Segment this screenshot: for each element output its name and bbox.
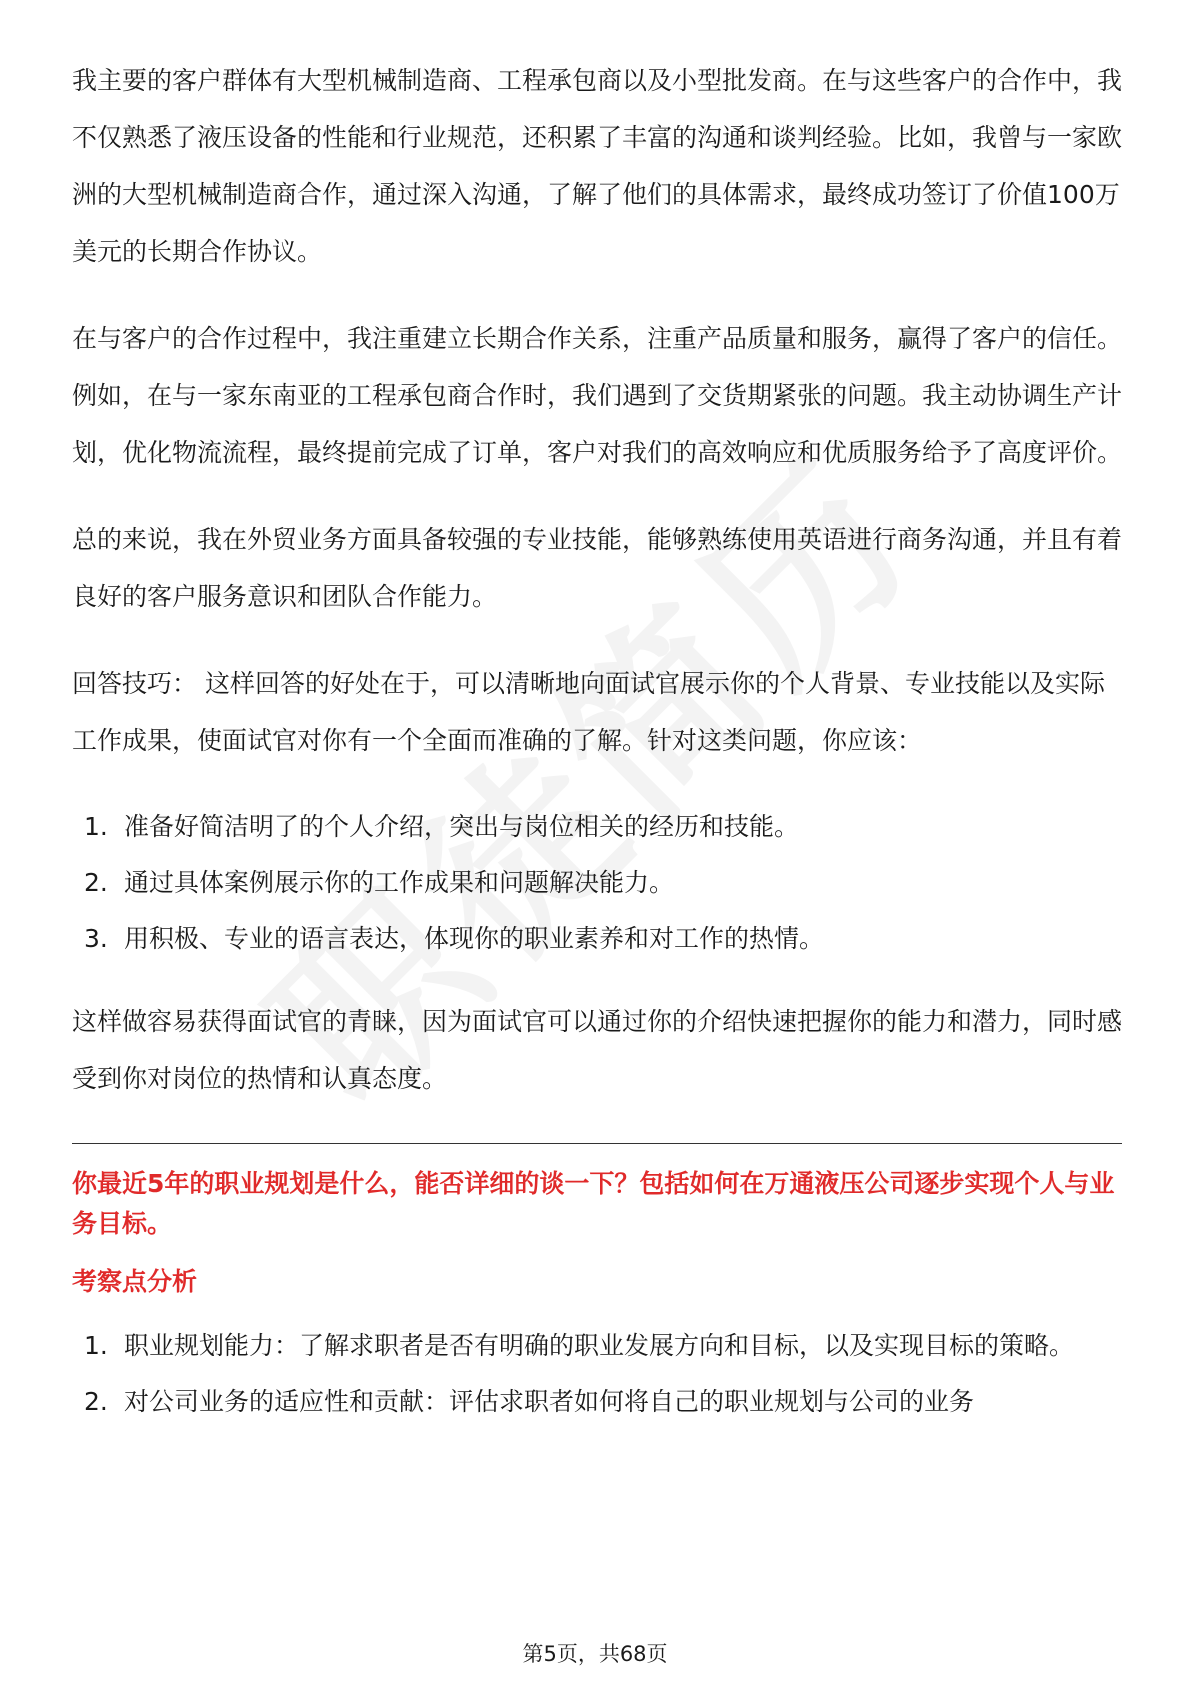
list-text: 用积极、专业的语言表达，体现你的职业素养和对工作的热情。 xyxy=(124,924,825,953)
paragraph-summary: 总的来说，我在外贸业务方面具备较强的专业技能，能够熟练使用英语进行商务沟通，并且有着良好的客户服务意识和团队合作能力。 xyxy=(72,525,1123,611)
tips-list xyxy=(72,799,1122,967)
analysis-list xyxy=(72,1318,1122,1430)
list-text: 准备好简洁明了的个人介绍，突出与岗位相关的经历和技能。 xyxy=(124,812,800,841)
paragraph-closing: 这样做容易获得面试官的青睐，因为面试官可以通过你的介绍快速把握你的能力和潜力，同时感受到你对岗位的热情和认真态度。 xyxy=(72,1007,1123,1093)
list-item xyxy=(72,911,1122,967)
list-text: 通过具体案例展示你的工作成果和问题解决能力。 xyxy=(124,868,675,897)
page-number: 第5页，共68页 xyxy=(522,1642,668,1666)
paragraph-answer-tips: 回答技巧： 这样回答的好处在于，可以清晰地向面试官展示你的个人背景、专业技能以及实际工作成果，使面试官对你有一个全面而准确的了解。针对这类问题，你应该： xyxy=(72,669,1105,755)
list-text: 职业规划能力：了解求职者是否有明确的职业发展方向和目标，以及实现目标的策略。 xyxy=(124,1331,1075,1360)
list-item xyxy=(72,1374,1122,1430)
interview-question: 你最近5年的职业规划是什么，能否详细的谈一下？包括如何在万通液压公司逐步实现个人与业务目标。 xyxy=(72,1169,1115,1238)
list-item xyxy=(72,1318,1122,1374)
list-number: 3. xyxy=(84,924,108,953)
section-divider xyxy=(72,1143,1122,1144)
paragraph-customers: 我主要的客户群体有大型机械制造商、工程承包商以及小型批发商。在与这些客户的合作中，我不仅熟悉了液压设备的性能和行业规范，还积累了丰富的沟通和谈判经验。比如，我曾与一家欧洲的大型机械制造商合作，通过深入沟通，了解了他们的具体需求，最终成功签订了价值100万美元的长期合作协议。 xyxy=(72,66,1123,266)
list-text: 对公司业务的适应性和贡献：评估求职者如何将自己的职业规划与公司的业务 xyxy=(124,1387,975,1416)
document-body xyxy=(72,52,1122,1456)
list-item xyxy=(72,799,1122,855)
list-number: 2. xyxy=(84,1387,108,1416)
list-number: 1. xyxy=(84,1331,108,1360)
paragraph-cooperation: 在与客户的合作过程中，我注重建立长期合作关系，注重产品质量和服务，赢得了客户的信任。例如，在与一家东南亚的工程承包商合作时，我们遇到了交货期紧张的问题。我主动协调生产计划，优化物流流程，最终提前完成了订单，客户对我们的高效响应和优质服务给予了高度评价。 xyxy=(72,324,1123,467)
list-item xyxy=(72,855,1122,911)
analysis-heading: 考察点分析 xyxy=(72,1267,198,1296)
list-number: 2. xyxy=(84,868,108,897)
list-number: 1. xyxy=(84,812,108,841)
